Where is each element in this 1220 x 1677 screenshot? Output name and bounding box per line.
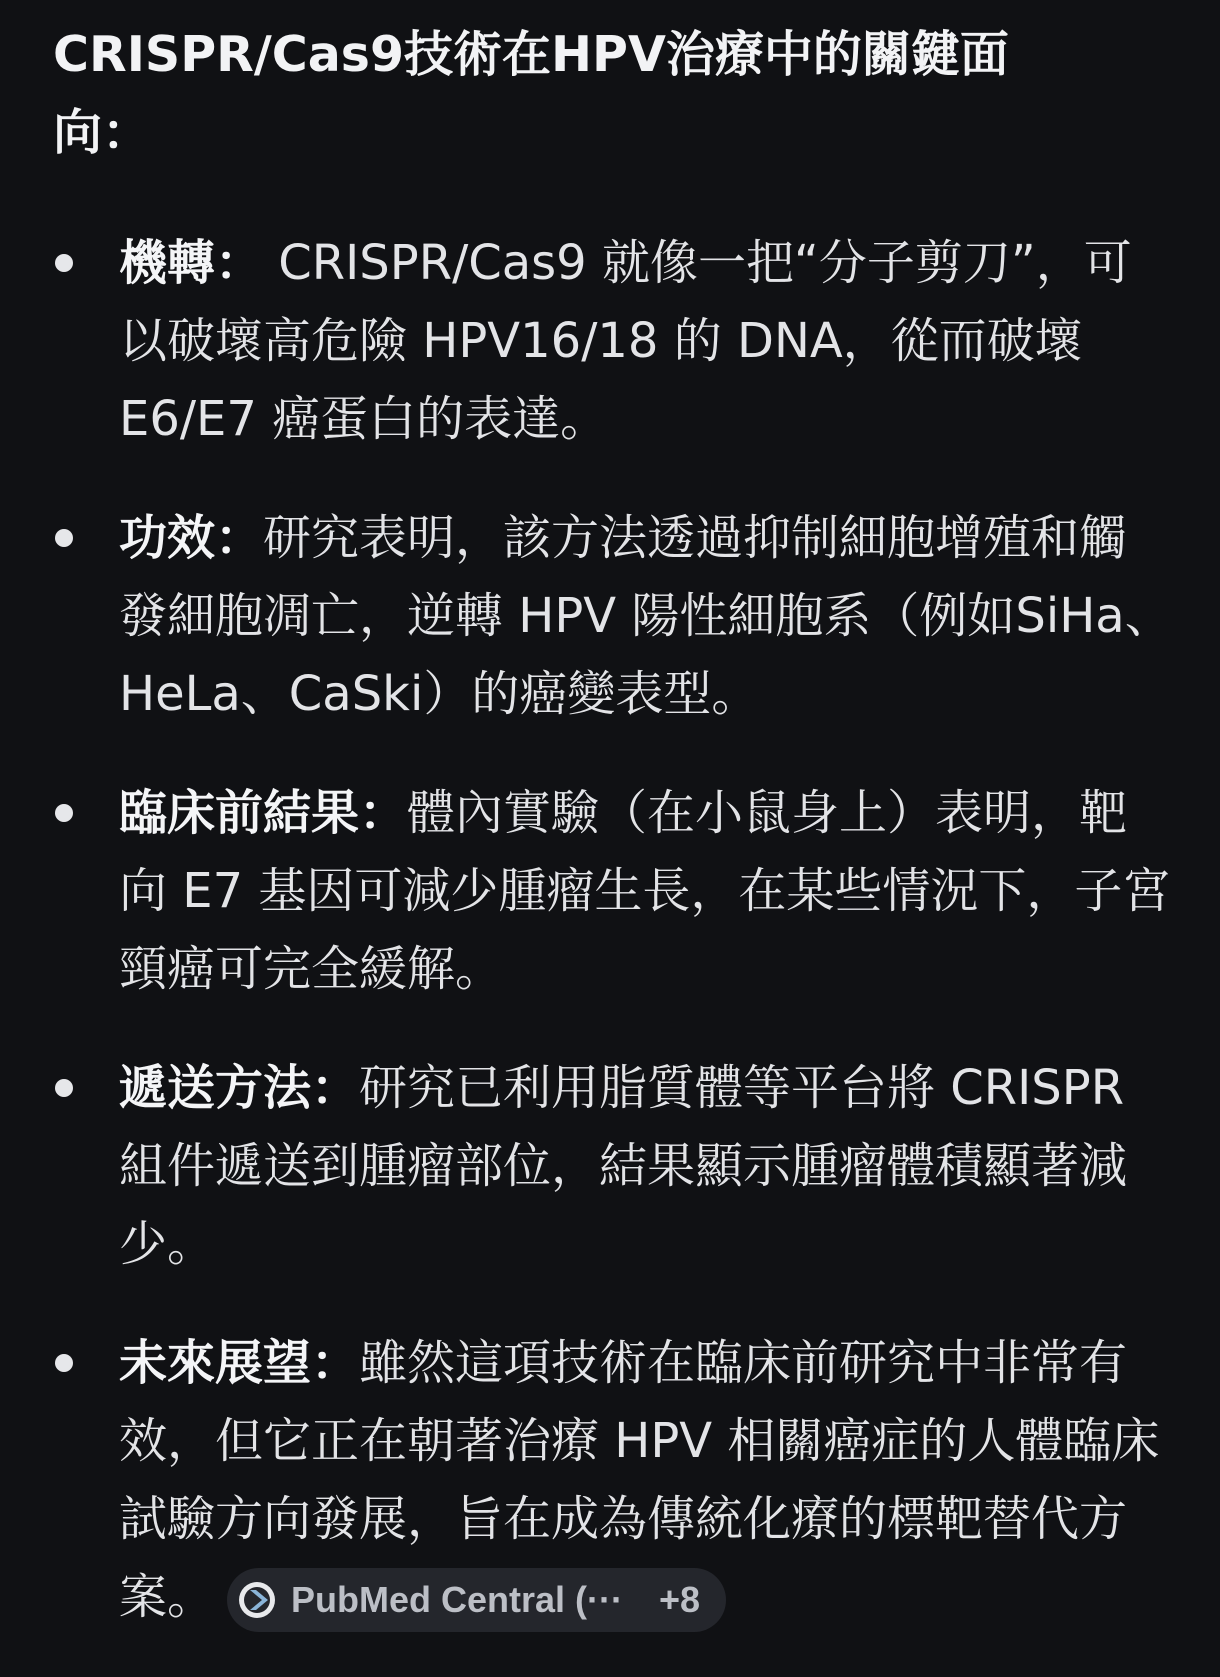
bullet-mechanism bbox=[53, 224, 1173, 458]
bullet-label: 未來展望： bbox=[119, 1335, 360, 1391]
bullet-text: CRISPR/Cas9 就像一把“分子剪刀”，可以破壞高危險 HPV16/18 的 DNA，從而破壞 E6/E7 癌蛋白的表達。 bbox=[119, 235, 1132, 447]
bullet-delivery bbox=[53, 1049, 1173, 1283]
bullet-text: 雖然這項技術在臨床前研究中非常有效，但它正在朝著治療 HPV 相關癌症的人體臨床試驗方向發展，旨在成為傳統化療的標靶替代方案。 bbox=[119, 1335, 1160, 1625]
bullet-list bbox=[53, 224, 1173, 1636]
bullet-dot bbox=[55, 529, 73, 547]
response-heading: CRISPR/Cas9技術在HPV治療中的關鍵面向： bbox=[53, 26, 1009, 161]
bullet-text: 研究已利用脂質體等平台將 CRISPR 組件遞送到腫瘤部位，結果顯示腫瘤體積顯著減少。 bbox=[119, 1060, 1128, 1272]
bullet-preclinical bbox=[53, 774, 1173, 1008]
response-content bbox=[53, 16, 1173, 1677]
bullet-label: 臨床前結果： bbox=[119, 785, 408, 841]
bullet-label: 機轉： bbox=[119, 235, 264, 291]
bullet-dot bbox=[55, 1354, 73, 1372]
bullet-text: 研究表明，該方法透過抑制細胞增殖和觸發細胞凋亡，逆轉 HPV 陽性細胞系（例如SiHa、HeLa、CaSki）的癌變表型。 bbox=[119, 510, 1173, 722]
pubmed-central-icon bbox=[237, 1580, 277, 1620]
bullet-dot bbox=[55, 1079, 73, 1097]
bullet-label: 遞送方法： bbox=[119, 1060, 360, 1116]
bullet-efficacy bbox=[53, 499, 1173, 733]
source-chip[interactable] bbox=[227, 1568, 726, 1632]
source-chip-label: PubMed Central (··· bbox=[291, 1579, 623, 1620]
bullet-dot bbox=[55, 804, 73, 822]
bullet-label: 功效： bbox=[119, 510, 264, 566]
bullet-text: 體內實驗（在小鼠身上）表明，靶向 E7 基因可減少腫瘤生長，在某些情況下，子宮頸癌可完全緩解。 bbox=[119, 785, 1171, 997]
bullet-dot bbox=[55, 254, 73, 272]
bullet-outlook bbox=[53, 1324, 1173, 1636]
source-chip-count: +8 bbox=[659, 1579, 701, 1620]
